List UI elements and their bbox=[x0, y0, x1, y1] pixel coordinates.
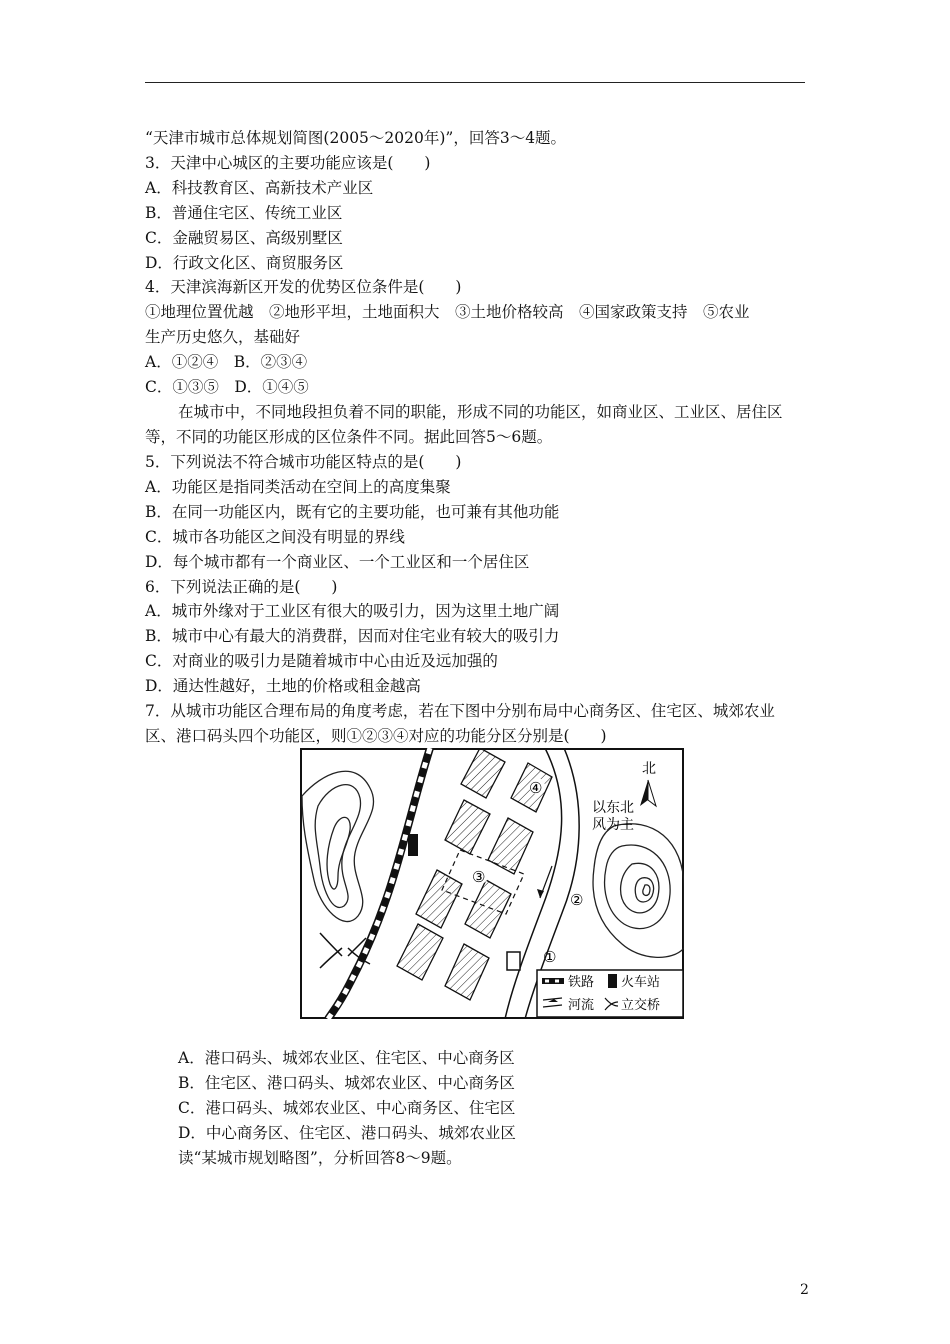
q5-option-b: B．在同一功能区内，既有它的主要功能，也可兼有其他功能 bbox=[145, 503, 560, 521]
q3-option-c: C．金融贸易区、高级别墅区 bbox=[145, 229, 343, 247]
intro-q3-4: “天津市城市总体规划简图(2005～2020年)”，回答3～4题。 bbox=[145, 129, 567, 147]
marker-2: ② bbox=[570, 891, 584, 909]
q5-option-a: A．功能区是指同类活动在空间上的高度集聚 bbox=[145, 478, 451, 496]
q6-option-b: B．城市中心有最大的消费群，因而对住宅业有较大的吸引力 bbox=[145, 627, 560, 645]
header-rule bbox=[145, 82, 805, 83]
wind-label-line1: 以东北 bbox=[592, 800, 634, 816]
q4-stem: 4．天津滨海新区开发的优势区位条件是( ) bbox=[145, 278, 462, 296]
q4-items-line2: 生产历史悠久，基础好 bbox=[145, 328, 301, 346]
q7-option-d: D．中心商务区、住宅区、港口码头、城郊农业区 bbox=[178, 1124, 516, 1142]
marker-3: ③ bbox=[472, 868, 486, 886]
q7-option-a: A．港口码头、城郊农业区、住宅区、中心商务区 bbox=[178, 1049, 515, 1067]
q6-option-c: C．对商业的吸引力是随着城市中心由近及远加强的 bbox=[145, 652, 498, 670]
passage-line2: 等，不同的功能区形成的区位条件不同。据此回答5～6题。 bbox=[145, 428, 553, 446]
q3-option-b: B．普通住宅区、传统工业区 bbox=[145, 204, 343, 222]
legend-river: 河流 bbox=[568, 998, 595, 1013]
q4-options-cd: C．①③⑤ D．①④⑤ bbox=[145, 378, 309, 396]
legend-station: 火车站 bbox=[621, 975, 661, 990]
q3-option-d: D．行政文化区、商贸服务区 bbox=[145, 254, 344, 272]
q7-stem-line2: 区、港口码头四个功能区，则①②③④对应的功能分区分别是( ) bbox=[145, 727, 607, 745]
q4-items-line1: ①地理位置优越 ②地形平坦，土地面积大 ③土地价格较高 ④国家政策支持 ⑤农业 bbox=[145, 303, 750, 321]
q5-option-c: C．城市各功能区之间没有明显的界线 bbox=[145, 528, 405, 546]
legend-interchange: 立交桥 bbox=[621, 998, 661, 1013]
q6-stem: 6．下列说法正确的是( ) bbox=[145, 578, 338, 596]
pier bbox=[507, 952, 520, 970]
wind-label-line2: 风为主 bbox=[592, 817, 634, 833]
page-number: 2 bbox=[800, 1282, 809, 1298]
q7-option-c: C．港口码头、城郊农业区、中心商务区、住宅区 bbox=[178, 1099, 516, 1117]
q6-option-a: A．城市外缘对于工业区有很大的吸引力，因为这里土地广阔 bbox=[145, 602, 560, 620]
q4-options-ab: A．①②④ B．②③④ bbox=[145, 353, 308, 371]
train-station bbox=[408, 834, 418, 856]
q3-stem: 3．天津中心城区的主要功能应该是( ) bbox=[145, 154, 431, 172]
marker-1: ① bbox=[543, 948, 557, 966]
marker-4: ④ bbox=[529, 779, 543, 797]
north-label: 北 bbox=[642, 761, 656, 777]
intro-q8-9: 读“某城市规划略图”，分析回答8～9题。 bbox=[178, 1149, 462, 1167]
q5-option-d: D．每个城市都有一个商业区、一个工业区和一个居住区 bbox=[145, 553, 530, 571]
map-legend bbox=[537, 970, 683, 1017]
q6-option-d: D．通达性越好，土地的价格或租金越高 bbox=[145, 677, 421, 695]
q7-option-b: B．住宅区、港口码头、城郊农业区、中心商务区 bbox=[178, 1074, 515, 1092]
city-function-map bbox=[300, 748, 684, 1019]
legend-railway: 铁路 bbox=[568, 975, 595, 990]
q5-stem: 5．下列说法不符合城市功能区特点的是( ) bbox=[145, 453, 462, 471]
q7-stem-line1: 7．从城市功能区合理布局的角度考虑，若在下图中分别布局中心商务区、住宅区、城郊农业 bbox=[145, 702, 775, 720]
q3-option-a: A．科技教育区、高新技术产业区 bbox=[145, 179, 374, 197]
passage-line1: 在城市中，不同地段担负着不同的职能，形成不同的功能区，如商业区、工业区、居住区 bbox=[178, 403, 783, 421]
